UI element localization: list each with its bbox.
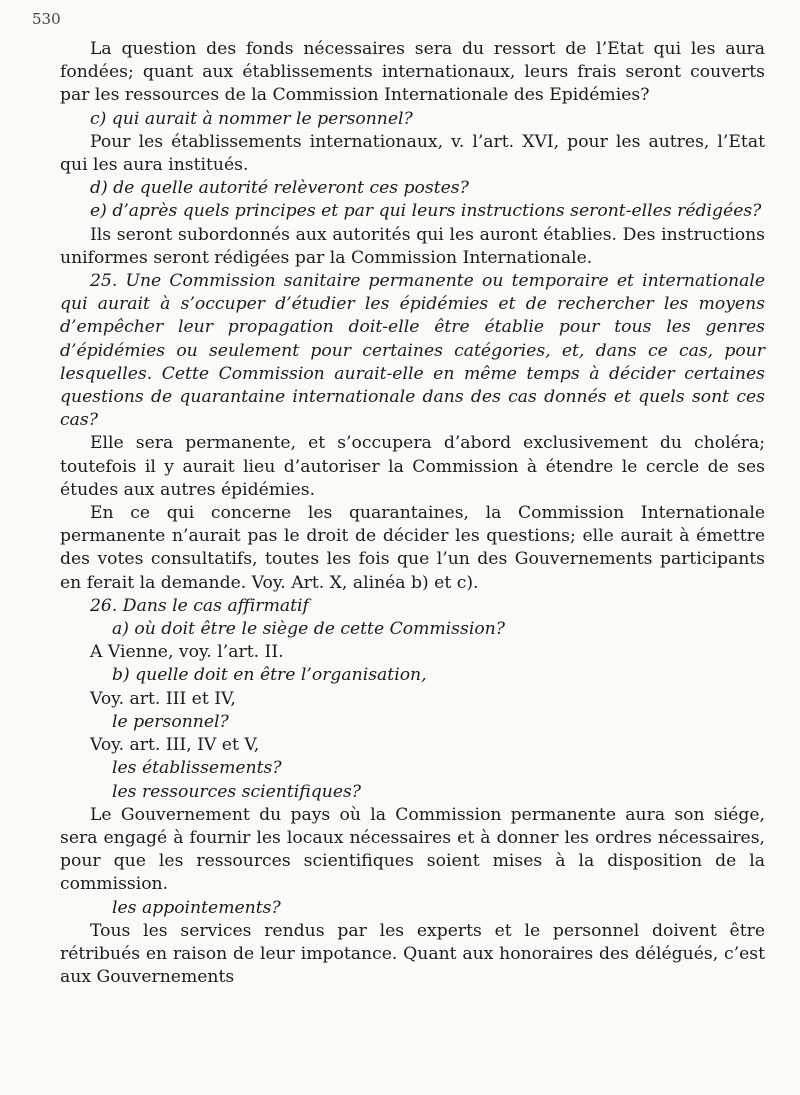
answer-appointements: Tous les services rendus par les experts et le personnel doivent être rétribués en raison de leur impotance. Quant aux honoraires des délégués, c’est aux Gouvernements [60,920,765,988]
answer-25-permanence: Elle sera permanente, et s’occupera d’abord exclusivement du choléra; toutefois il y aurait lieu d’autoriser la Commission à étendre le cercle de ses études aux autres épidémies. [60,433,765,500]
answer-personnel: Voy. art. III, IV et V, [90,735,260,756]
text-body [60,38,765,989]
question-26-a: a) où doit être le siège de cette Commission? [112,619,505,640]
question-26: 26. Dans le cas affirmatif [90,595,309,616]
question-26-b: b) quelle doit en être l’organisation, [112,665,427,686]
answer-ressources: Le Gouvernement du pays où la Commission permanente aura son siége, sera engagé à fournir les locaux nécessaires et à donner les ordres nécessaires, pour que les ressources scientifiques soient mises à la disposition de la commission. [60,804,765,895]
question-d: d) de quelle autorité relèveront ces postes? [90,178,469,199]
page-number: 530 [32,10,61,28]
paragraph-funding: La question des fonds nécessaires sera du ressort de l’Etat qui les aura fondées; quant aux établissements internationaux, leurs frais seront couverts par les ressources de la Commission Internationale des Epidémies? [60,39,765,106]
question-etablissements: les établissements? [112,758,282,779]
answer-26-b: Voy. art. III et IV, [90,688,236,709]
question-personnel: le personnel? [112,711,229,732]
question-appointements: les appointements? [112,897,281,918]
question-25: 25. Une Commission sanitaire permanente ou temporaire et internationale qui aurait à s’occuper d’étudier les épidémies et de rechercher les moyens d’empêcher leur propagation doit-elle être établie pour tous les genres d’épidémies ou seulement pour certaines catégories, et, dans ce cas, pour lesquelles. Cette Commission aurait-elle en même temps à décider certaines questions de quarantaine internationale dans des cas donnés et quels sont ces cas? [60,271,765,431]
question-c: c) qui aurait à nommer le personnel? [90,108,413,129]
answer-c: Pour les établissements internationaux, v. l’art. XVI, pour les autres, l’Etat qui les aura institués. [60,131,765,176]
answer-26-a: A Vienne, voy. l’art. II. [90,642,284,663]
answer-d-e: Ils seront subordonnés aux autorités qui les auront établies. Des instructions uniformes seront rédigées par la Commission Internationale. [60,224,765,268]
question-e: e) d’après quels principes et par qui leurs instructions seront-elles rédigées? [90,201,762,222]
question-ressources: les ressources scientifiques? [112,781,362,802]
answer-25-quarantine: En ce qui concerne les quarantaines, la Commission Internationale permanente n’aurait pas le droit de décider les questions; elle aurait à émettre des votes consultatifs, toutes les fois que l’un des Gouvernements participants en ferait la demande. Voy. Art. X, alinéa b) et c). [60,503,765,593]
